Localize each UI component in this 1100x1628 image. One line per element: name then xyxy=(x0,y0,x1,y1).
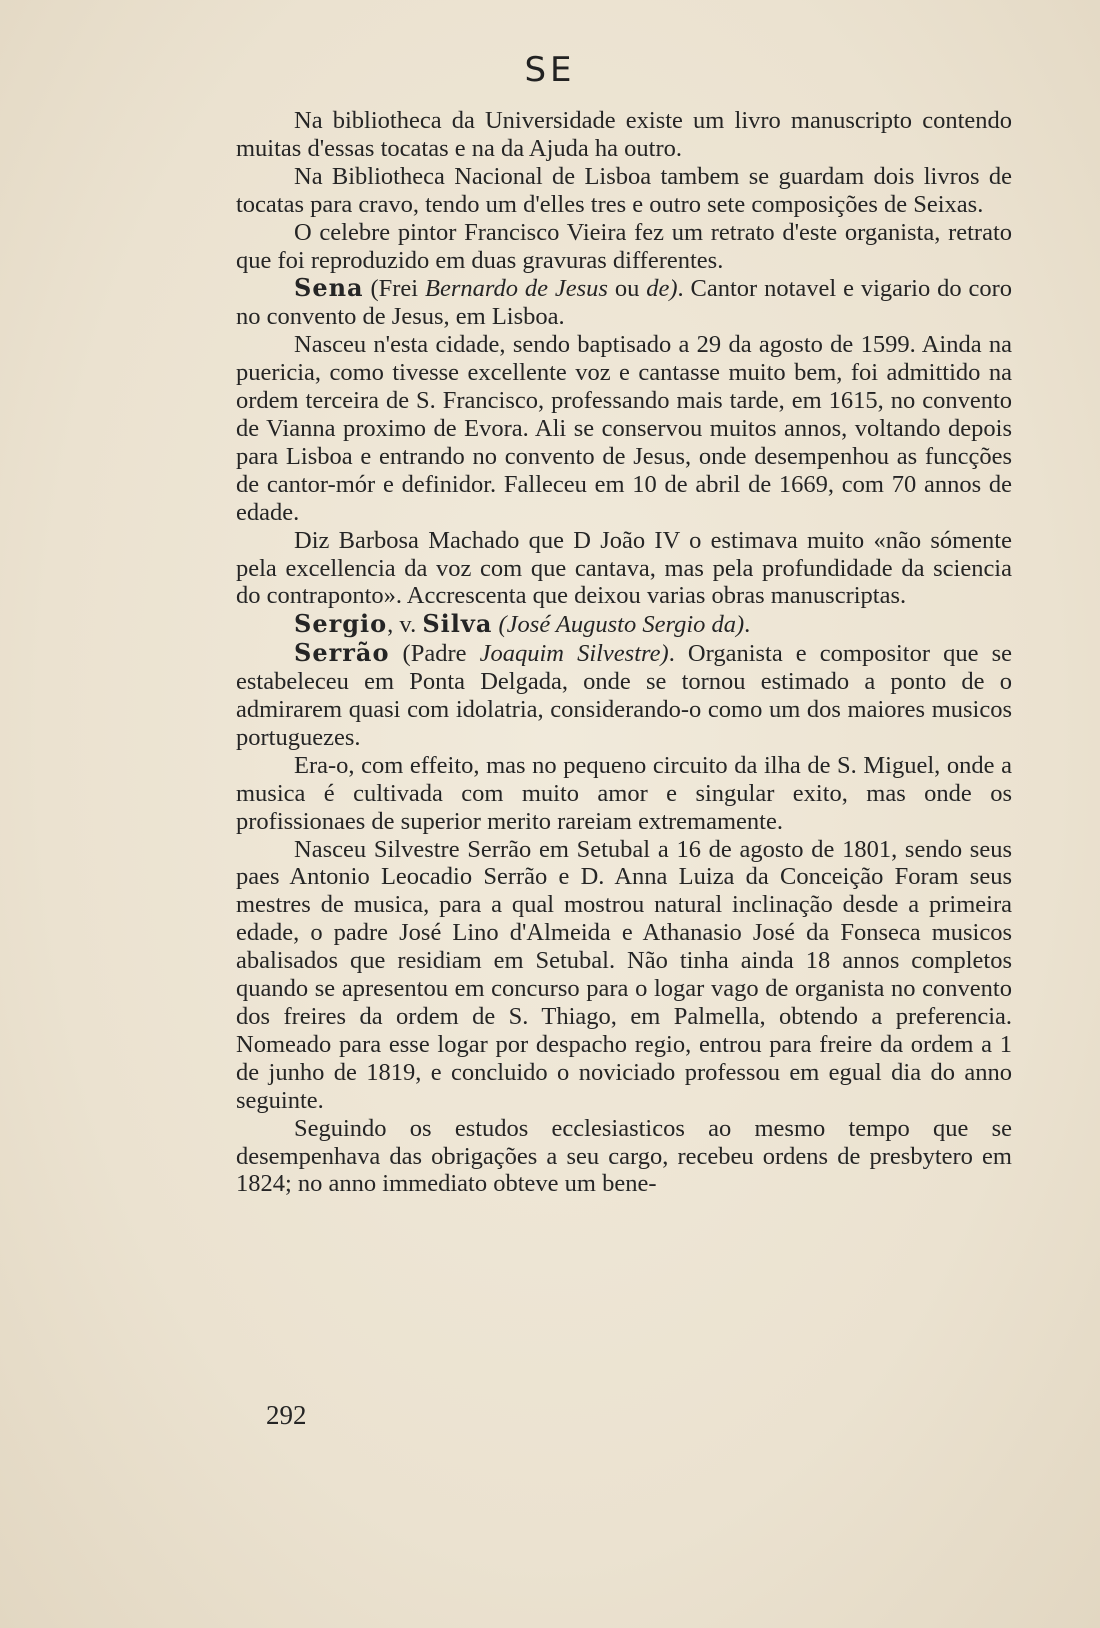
paragraph: Seguindo os estudos ecclesiasticos ao mesmo tempo que se desempenhava das obrigações a seu cargo, recebeu ordens de presbytero em 1824; no anno immediato obteve um bene- xyxy=(236,1114,1012,1198)
entry-text: . Organista e compositor que se estabeleceu em Ponta Delgada, onde se tornou estimado a ponto de o admirarem quasi com idolatria, considerando-o como um dos maiores musicos portuguezes. xyxy=(236,640,1012,751)
paragraph: Na bibliotheca da Universidade existe um livro manuscripto contendo muitas d'essas tocatas e na da Ajuda ha outro. xyxy=(236,107,1012,162)
paragraph: O celebre pintor Francisco Vieira fez um retrato d'este organista, retrato que foi reproduzido em duas gravuras differentes. xyxy=(236,218,1012,274)
entry-text: . xyxy=(744,611,751,639)
entry-italic: de) xyxy=(646,275,678,303)
page-number: 292 xyxy=(266,1400,307,1430)
entry-headword: Sergio xyxy=(294,609,388,639)
paragraph: Nasceu n'esta cidade, sendo baptisado a 29 da agosto de 1599. Ainda na puericia, como tivesse excellente voz e cantasse muito bem, foi admittido na ordem terceira de S. Francisco, professando mais tarde, em 1615, no convento de Vianna proximo de Evora. Ali se conservou muitos annos, voltando depois para Lisboa e entrando no convento de Jesus, onde desempenhou as funcções de cantor-mór e definidor. Falleceu em 10 de abril de 1669, com 70 annos de edade. xyxy=(236,331,1012,526)
paragraph: Nasceu Silvestre Serrão em Setubal a 16 de agosto de 1801, sendo seus paes Antonio Leocadio Serrão e D. Anna Luiza da Conceição Foram seus mestres de musica, para a qual mostrou natural inclinação desde a primeira edade, o padre José Lino d'Almeida e Athanasio José da Fonseca musicos abalisados que residiam em Setubal. Não tinha ainda 18 annos completos quando se apresentou em concurso para o logar vago de organista no convento dos freires da ordem de S. Thiago, em Palmella, obtendo a preferencia. Nomeado para esse logar por despacho regio, entrou para freire da ordem a 1 de junho de 1819, e concluido o noviciado professou em egual dia do anno seguinte. xyxy=(236,835,1012,1114)
entry-text: , v. xyxy=(387,611,423,639)
entry-headword: Serrão xyxy=(294,638,390,668)
running-header: SE xyxy=(524,50,576,90)
entry-text: (Padre xyxy=(389,640,480,668)
entry-crossref: Silva xyxy=(422,609,493,639)
paragraph: Era-o, com effeito, mas no pequeno circuito da ilha de S. Miguel, onde a musica é cultivada com muito amor e singular exito, mas onde os profissionaes de superior merito rareiam extremamente. xyxy=(236,751,1012,835)
entry-italic: Joaquim Silvestre) xyxy=(479,640,669,668)
body-text xyxy=(236,107,1012,1198)
entry-italic: Bernardo de Jesus xyxy=(425,275,608,303)
paragraph: Na Bibliotheca Nacional de Lisboa tambem se guardam dois livros de tocatas para cravo, tendo um d'elles tres e outro sete composições de Seixas. xyxy=(236,162,1012,218)
paragraph: Diz Barbosa Machado que D João IV o estimava muito «não sómente pela excellencia da voz com que cantava, mas pela profundidade da sciencia do contraponto». Accrescenta que deixou varias obras manuscriptas. xyxy=(236,526,1012,610)
entry-text: (Frei xyxy=(363,275,425,303)
entry-text: ou xyxy=(607,275,647,303)
entry-sena xyxy=(236,274,1012,331)
entry-italic: (José Augusto Sergio da) xyxy=(492,611,745,639)
entry-text: . Cantor notavel e vigario do coro no convento de Jesus, em Lisboa. xyxy=(236,275,1013,331)
entry-sergio xyxy=(236,610,1012,639)
entry-serrao xyxy=(236,639,1012,752)
entry-headword: Sena xyxy=(294,273,364,303)
